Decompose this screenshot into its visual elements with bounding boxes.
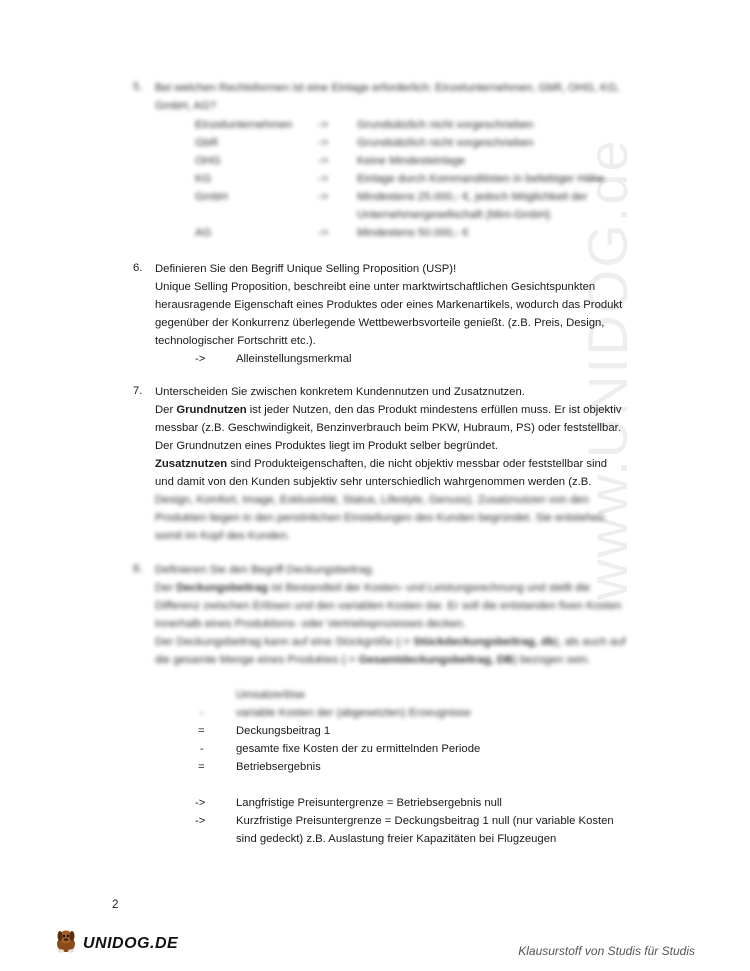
q8-calc-symbol: - [200, 707, 204, 719]
q8-arrow-text: Kurzfristige Preisuntergrenze = Deckungsbeitrag 1 null (nur variable Kosten [236, 815, 614, 827]
q8-arrow: -> [195, 797, 206, 809]
q8-calc-text: variable Kosten der (abgesetzten) Erzeugnisse [236, 707, 471, 719]
q5-row-arrow: -> [318, 191, 329, 203]
q8-text: ist Bestandteil der Kosten- und Leistungsrechnung und stellt die [268, 582, 591, 594]
q6-answer-line: herausragende Eigenschaft eines Produktes oder eines Markenartikels, wodurch das Produkt [155, 299, 623, 311]
unidog-logo[interactable] [52, 928, 178, 959]
q8-text: die gesamte Menge eines Produktes (-> [155, 654, 359, 666]
q7-answer-line [155, 455, 607, 473]
q6-answer-line: technologischer Fortschritt etc.). [155, 335, 316, 347]
q8-calc-symbol: - [200, 743, 204, 755]
q5-row-text: Keine Mindesteinlage [357, 155, 466, 167]
q5-row-text: Mindestens 50.000,- € [357, 227, 469, 239]
q5-row-form: GbR [195, 137, 219, 149]
q5-question-line-2: GmbH, AG? [155, 100, 216, 112]
q7-text: ist jeder Nutzen, den das Produkt mindestens erfüllen muss. Er ist objektiv [246, 404, 622, 416]
q5-row-arrow: -> [318, 173, 329, 185]
logo-text: UNIDOG.DE [83, 934, 179, 952]
q6-answer-line: gegenüber der Konkurrenz überlegende Wettbewerbsvorteile genießt. (z.B. Preis, Design, [155, 317, 605, 329]
q7-text: sind Produkteigenschaften, die nicht objektiv messbar oder feststellbar sind [227, 458, 608, 470]
q5-row-text: Grundsätzlich nicht vorgeschrieben [357, 119, 534, 131]
q7-term-zusatznutzen: Zusatznutzen [155, 458, 228, 470]
q8-answer-line: Differenz zwischen Erlösen und den variablen Kosten dar. Er soll die entstanden fixen Kosten [155, 600, 622, 612]
q6-answer-line: Unique Selling Proposition, beschreibt eine unter marktwirtschaftlichen Gesichtspunkten [155, 281, 596, 293]
q5-row-form: AG [195, 227, 212, 239]
q8-calc-symbol: = [198, 761, 205, 773]
q5-row-form: GmbH [195, 191, 228, 203]
q5-row-text: Unternehmergesellschaft (Mini-GmbH) [357, 209, 551, 221]
q8-term: Gesamtdeckungsbeitrag, DB [358, 654, 514, 666]
q8-text: Der Deckungsbeitrag kann auf eine Stückgröße (-> [155, 636, 414, 648]
q8-number: 8. [133, 563, 143, 575]
q7-question: Unterscheiden Sie zwischen konkretem Kundennutzen und Zusatznutzen. [155, 386, 525, 398]
q7-answer-line: messbar (z.B. Geschwindigkeit, Benzinverbrauch beim PKW, Hubraum, PS) oder feststellbar. [155, 422, 621, 434]
q7-answer-line-blurred: Produkten liegen in den persönlichen Einstellungen des Kunden begründet. Sie entstehen [155, 512, 605, 524]
q8-question: Definieren Sie den Begriff Deckungsbeitrag. [155, 564, 375, 576]
q8-calc-text: Umsatzerlöse [236, 689, 306, 701]
q6-arrow-text: Alleinstellungsmerkmal [236, 353, 352, 365]
q7-answer-line-blurred: somit im Kopf des Kunden. [155, 530, 291, 542]
q5-row-form: KG [195, 173, 212, 185]
q5-row-arrow: -> [318, 155, 329, 167]
q5-row-form: Einzelunternehmen [195, 119, 293, 131]
q7-answer-line: und damit von den Kunden subjektiv sehr unterschiedlich wahrgenommen werden (z.B. [155, 476, 592, 488]
q8-answer-line [155, 633, 626, 651]
q5-question-line-1: Bei welchen Rechtsformen ist eine Einlage erforderlich: Einzelunternehmen, GbR, OHG, KG, [155, 82, 620, 94]
q6-question: Definieren Sie den Begriff Unique Selling Proposition (USP)! [155, 263, 457, 275]
q5-number: 5. [133, 81, 143, 93]
q8-calc-text: Betriebsergebnis [236, 761, 321, 773]
q7-answer-line [155, 401, 621, 419]
q7-number: 7. [133, 385, 143, 397]
q8-calc-text: gesamte fixe Kosten der zu ermittelnden Periode [236, 743, 481, 755]
q5-row-arrow: -> [318, 227, 329, 239]
q8-calc-symbol: = [198, 725, 205, 737]
q8-text: ), als auch auf [554, 636, 626, 648]
page-number: 2 [112, 899, 119, 911]
q8-term: Deckungsbeitrag [176, 582, 268, 594]
dog-icon [52, 928, 80, 959]
q7-text: Der [155, 404, 177, 416]
q5-row-form: OHG [195, 155, 221, 167]
q8-arrow-text: sind gedeckt) z.B. Auslastung freier Kapazitäten bei Flugzeugen [236, 833, 557, 845]
q7-answer-line: Der Grundnutzen eines Produktes liegt im Produkt selber begründet. [155, 440, 498, 452]
footer-tagline: Klausurstoff von Studis für Studis [518, 944, 695, 958]
q5-row-text: Einlage durch Kommanditisten in beliebiger Höhe [357, 173, 605, 185]
q8-calc-text: Deckungsbeitrag 1 [236, 725, 331, 737]
q8-arrow-text: Langfristige Preisuntergrenze = Betriebsergebnis null [236, 797, 502, 809]
q8-arrow: -> [195, 815, 206, 827]
q8-answer-line [155, 651, 590, 669]
q8-text: Der [155, 582, 177, 594]
q5-row-arrow: -> [318, 119, 329, 131]
q7-answer-line-blurred: Design, Komfort, Image, Exklusivität, Status, Lifestyle, Genuss). Zusatznutzen von den [155, 494, 589, 506]
q6-number: 6. [133, 262, 143, 274]
q5-row-text: Grundsätzlich nicht vorgeschrieben [357, 137, 534, 149]
q6-arrow: -> [195, 353, 206, 365]
q5-row-arrow: -> [318, 137, 329, 149]
watermark: www.UNIDOG.de [576, 138, 639, 600]
q8-term: Stückdeckungsbeitrag, db [413, 636, 555, 648]
q8-text: ) bezogen sein. [513, 654, 591, 666]
q8-answer-line: innerhalb eines Produktions- oder Vertriebsprozesses decken. [155, 618, 466, 630]
q8-answer-line [155, 579, 590, 597]
q7-term-grundnutzen: Grundnutzen [176, 404, 247, 416]
q5-row-text: Mindestens 25.000,- €, jedoch Möglichkeit der [357, 191, 588, 203]
